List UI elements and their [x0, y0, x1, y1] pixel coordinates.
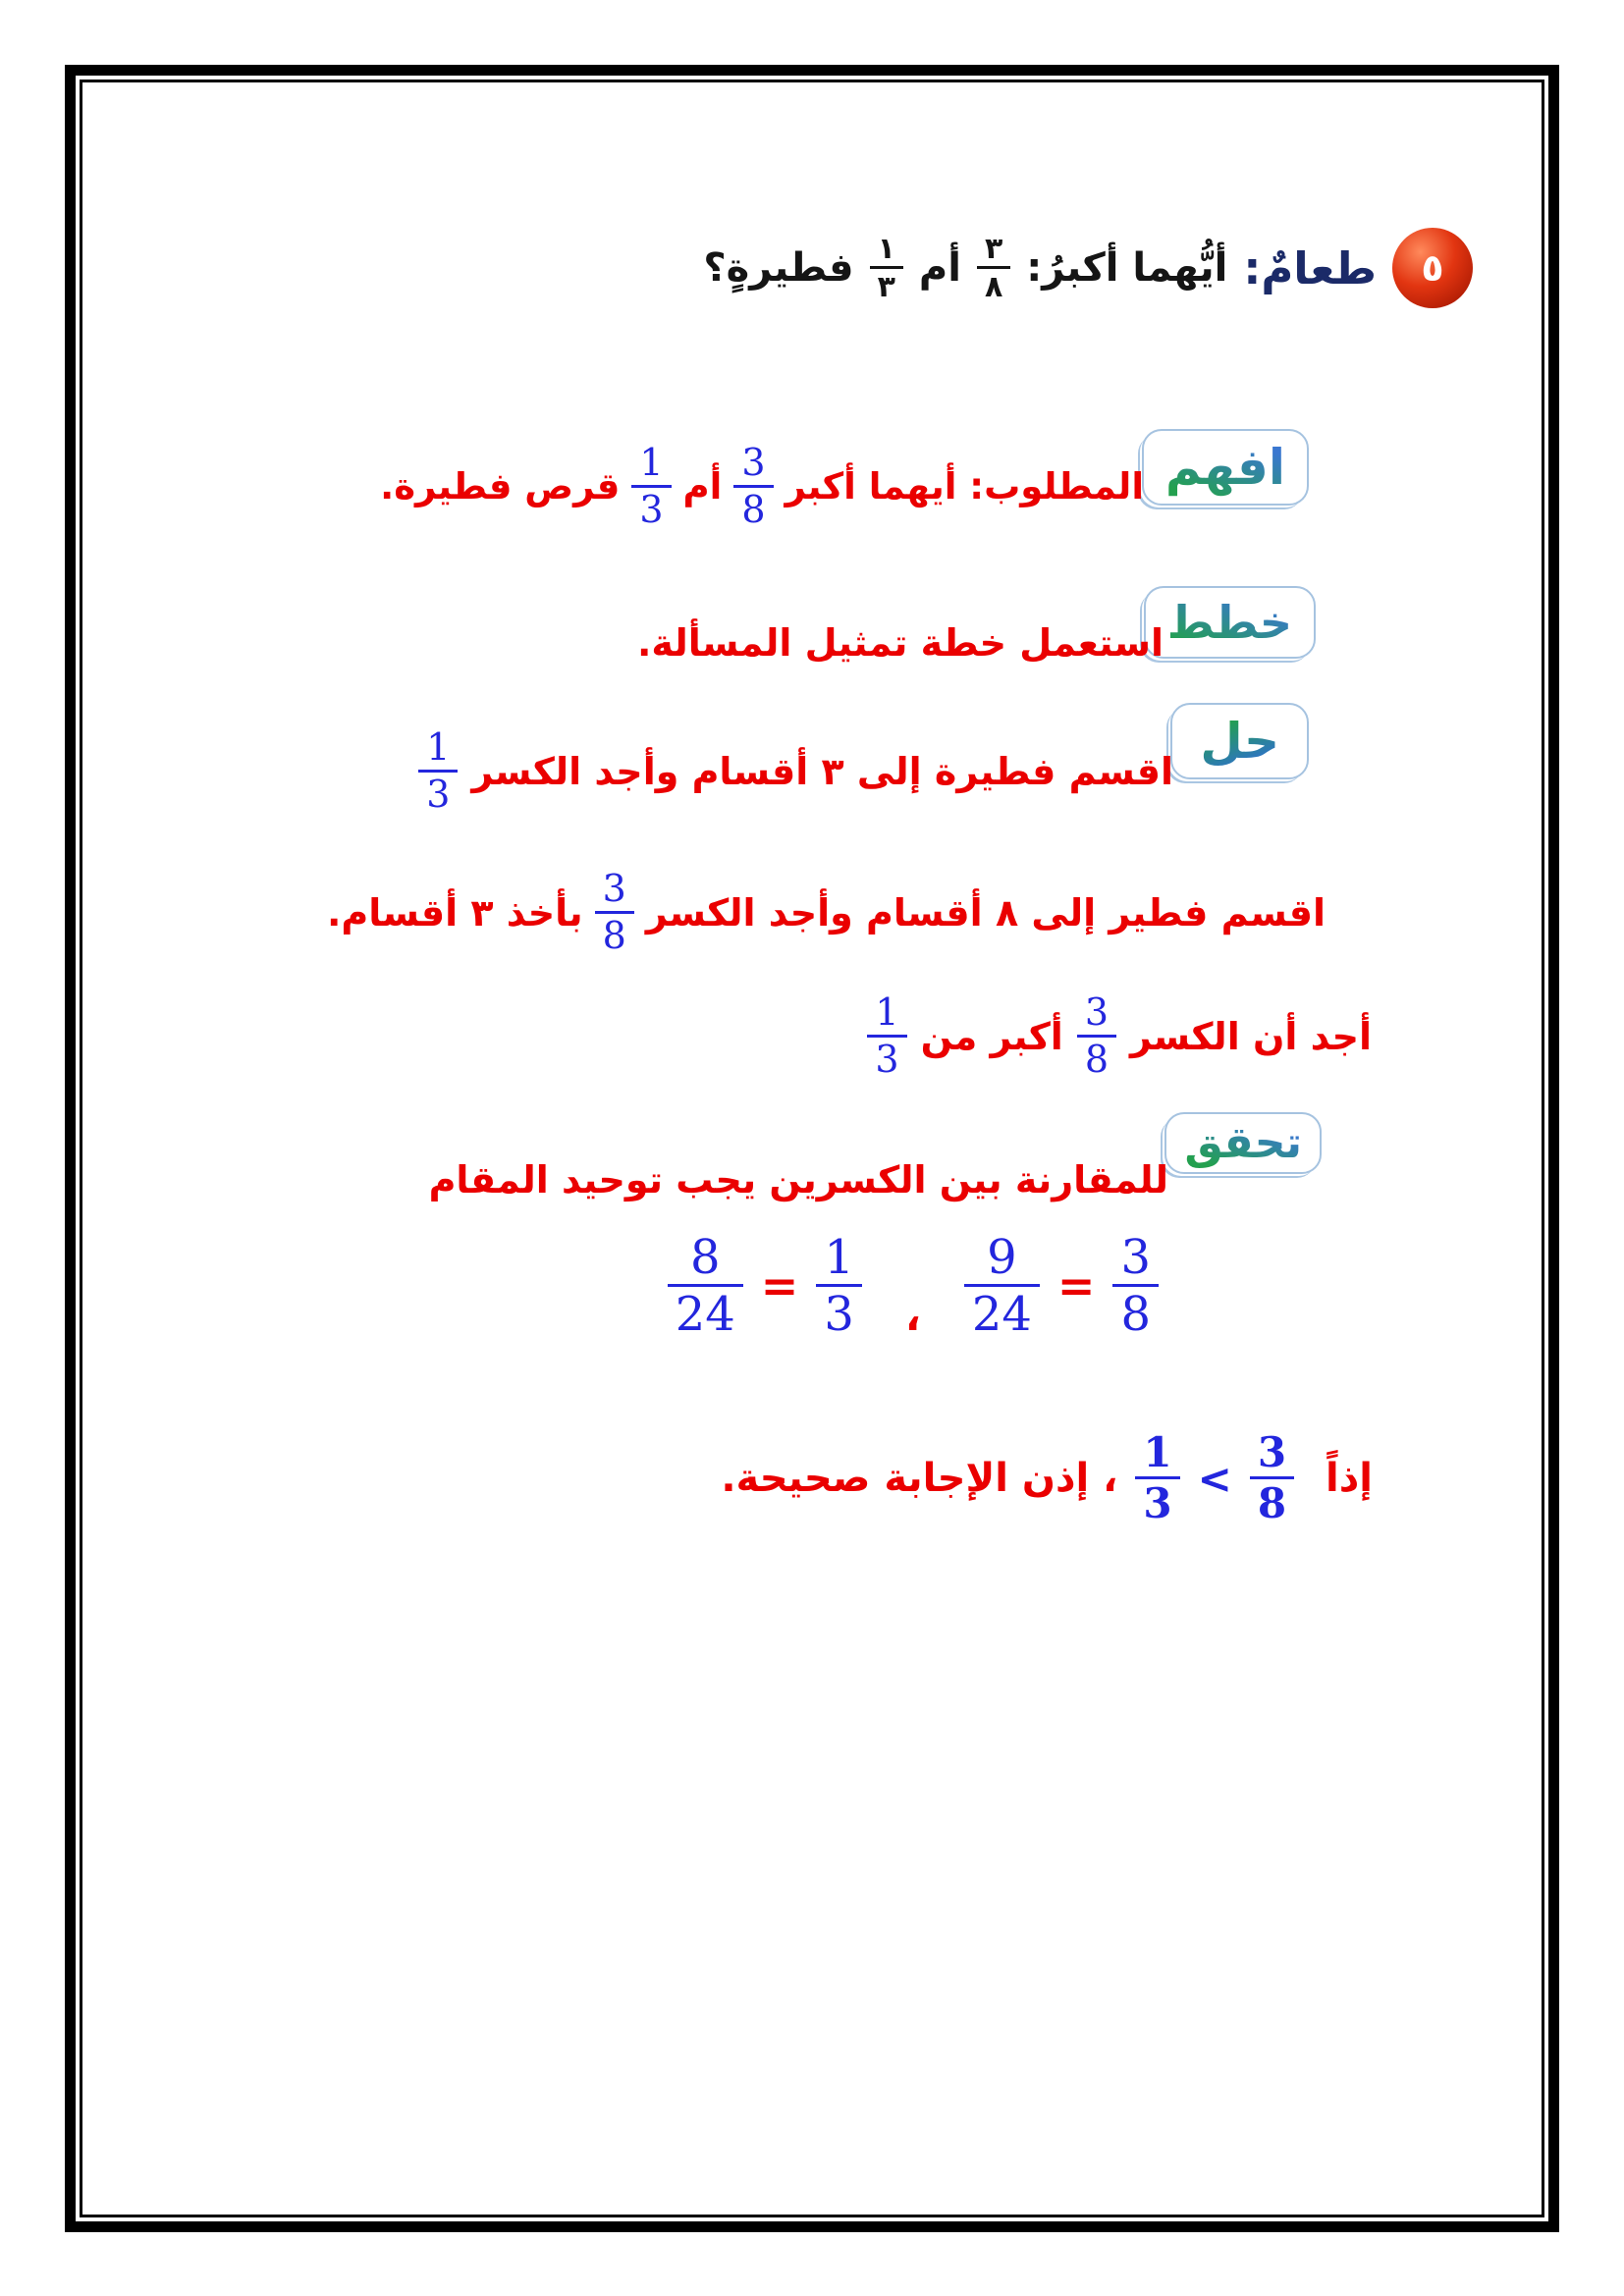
solve-line3-text-2: أكبر من	[920, 1014, 1063, 1058]
fraction-denominator: ٣	[870, 266, 903, 303]
understand-text-3: قرص فطيرة.	[380, 465, 621, 508]
understand-badge: افهم	[1142, 429, 1309, 506]
fraction-3-8	[595, 867, 634, 957]
fraction-numerator: 9	[987, 1230, 1017, 1285]
plan-line	[637, 621, 1164, 665]
check-text: للمقارنة بين الكسرين يجب توحيد المقام	[428, 1158, 1168, 1201]
fraction-3-8	[1077, 990, 1116, 1081]
fraction-1-3	[816, 1230, 862, 1343]
arabic-comma: ،	[904, 1291, 921, 1340]
solve-line3-text-1: أجد أن الكسر	[1130, 1014, 1372, 1058]
fraction-numerator: 1	[639, 441, 664, 484]
fraction-numerator: 1	[824, 1230, 854, 1285]
conclusion-text-2: ، إذن الإجابة صحيحة.	[721, 1456, 1118, 1502]
fraction-1-3	[867, 990, 906, 1081]
fraction-1-3	[1135, 1428, 1179, 1528]
solve-line-2	[327, 867, 1326, 957]
conclusion-line	[721, 1428, 1373, 1528]
question-text-2: أم	[918, 245, 961, 291]
fraction-3-8	[1112, 1230, 1159, 1343]
fraction-3-8-arabic	[977, 231, 1010, 304]
plan-text: استعمل خطة تمثيل المسألة.	[636, 621, 1164, 665]
fraction-numerator: 3	[602, 867, 626, 910]
fraction-numerator: 1	[1143, 1428, 1172, 1476]
fraction-denominator: 8	[1112, 1284, 1159, 1339]
fraction-numerator: 3	[1084, 990, 1110, 1034]
fraction-numerator: 3	[1257, 1428, 1287, 1476]
understand-line	[380, 441, 1144, 531]
problem-number: ٥	[1421, 246, 1444, 290]
equation-9-24	[964, 1230, 1159, 1343]
fraction-1-3	[631, 441, 671, 531]
fraction-numerator: 3	[1120, 1230, 1151, 1285]
question-text-3: فطيرةٍ؟	[703, 245, 854, 291]
fraction-denominator: 8	[733, 485, 773, 530]
fraction-9-24	[964, 1230, 1040, 1343]
fraction-denominator: 3	[418, 770, 458, 815]
conclusion-text-1: إذاً	[1326, 1456, 1373, 1502]
problem-number-badge	[1392, 228, 1473, 308]
understand-text-1: المطلوب: أيهما أكبر	[785, 465, 1144, 508]
fraction-numerator: 3	[741, 441, 766, 484]
greater-than-symbol: <	[1197, 1454, 1232, 1503]
fraction-denominator: ٨	[977, 266, 1010, 303]
equals-sign: =	[760, 1259, 799, 1313]
fraction-numerator: ٣	[984, 231, 1003, 266]
fraction-denominator: 8	[1077, 1035, 1116, 1080]
fraction-numerator: 1	[426, 725, 451, 769]
fraction-denominator: 3	[867, 1035, 906, 1080]
equation-8-24	[668, 1230, 862, 1343]
equals-sign: =	[1056, 1259, 1096, 1313]
fraction-3-8	[733, 441, 773, 531]
solve-line-1	[418, 725, 1173, 816]
check-line	[429, 1158, 1168, 1201]
solve-line-3	[867, 990, 1372, 1081]
fraction-numerator: 1	[875, 990, 899, 1034]
question-text-1: أيُّهما أكبرُ:	[1026, 245, 1228, 291]
fraction-1-3	[418, 725, 458, 816]
understand-text-2: أم	[682, 465, 723, 508]
fraction-denominator: 24	[668, 1284, 743, 1339]
fraction-denominator: 8	[595, 911, 634, 956]
problem-header	[703, 228, 1473, 308]
fraction-3-8	[1250, 1428, 1294, 1528]
page-border-inner-line	[80, 80, 1544, 2217]
fraction-denominator: 24	[964, 1284, 1040, 1339]
fraction-numerator: 8	[689, 1230, 721, 1285]
solve-line2-text-1: اقسم فطير إلى ٨ أقسام وأجد الكسر	[645, 890, 1326, 934]
solve-line1-text: اقسم فطيرة إلى ٣ أقسام وأجد الكسر	[471, 749, 1173, 793]
solve-badge: حل	[1170, 703, 1309, 779]
solve-line2-text-2: بأخذ ٣ أقسام.	[327, 890, 583, 934]
plan-badge: خطط	[1144, 586, 1316, 659]
problem-title: طعامٌ:	[1243, 241, 1377, 294]
fraction-denominator: 3	[1135, 1476, 1179, 1525]
fraction-denominator: 3	[816, 1284, 862, 1339]
check-badge: تحقق	[1164, 1112, 1322, 1174]
fraction-denominator: 3	[631, 485, 671, 530]
fraction-denominator: 8	[1250, 1476, 1294, 1525]
page-border-frame	[65, 65, 1559, 2232]
check-equations	[668, 1230, 1159, 1343]
fraction-8-24	[668, 1230, 743, 1343]
fraction-numerator: ١	[877, 231, 895, 266]
fraction-1-3-arabic	[870, 231, 903, 304]
